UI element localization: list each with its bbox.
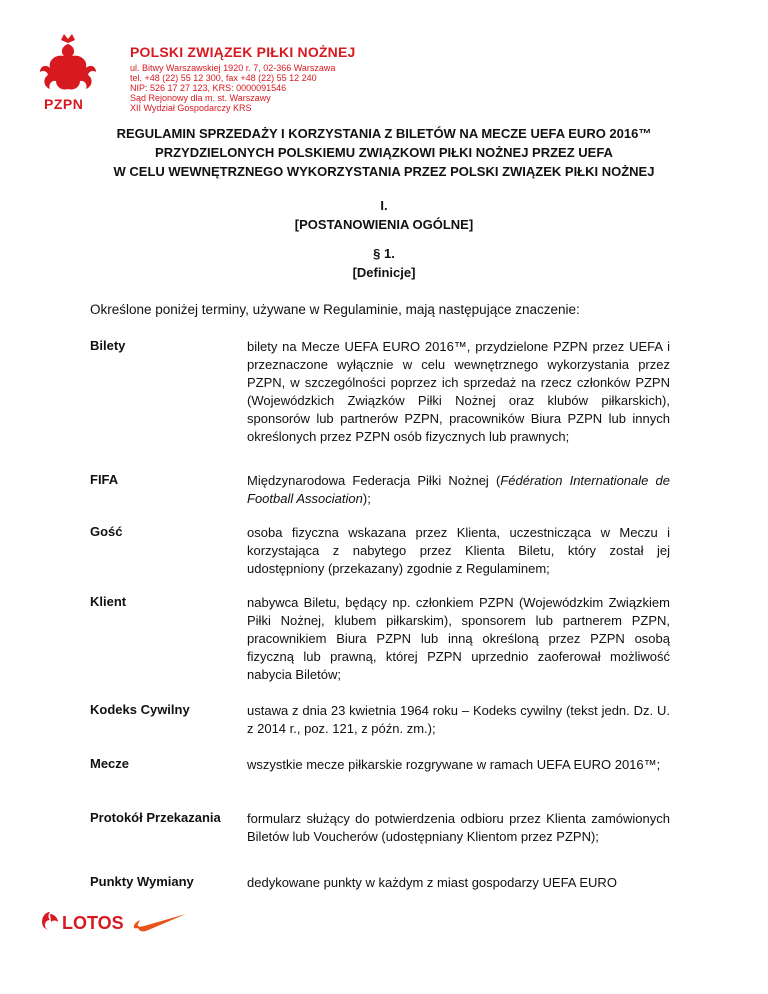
definition-text: osoba fizyczna wskazana przez Klienta, uczestnicząca w Meczu i korzystająca z nabytego przez Klienta Biletu, który został jej udostępniony (przekazany) zgodnie z Regulaminem; [247,525,670,576]
paragraph-number: § 1. [373,246,395,261]
org-name: POLSKI ZWIĄZEK PIŁKI NOŻNEJ [130,44,356,60]
definition-text [247,472,670,508]
address-line: ul. Bitwy Warszawskiej 1920 r. 7, 02-366 Warszawa [130,63,336,73]
phone-line: tel. +48 (22) 55 12 300, fax +48 (22) 55 12 240 [130,73,317,83]
definition-term: Punkty Wymiany [90,874,194,889]
lotos-logo [42,912,124,933]
chapter-heading [0,196,768,234]
definition-term: Gość [90,524,123,539]
chapter-number: I. [380,198,388,213]
definition-text: nabywca Biletu, będący np. członkiem PZPN (Wojewódzkim Związkiem Piłki Nożnej, klubem piłkarskim), sponsorem lub partnerem PZPN, pracownikiem Biura PZPN lub inną określoną przez PZPN osobą fizyczną lub prawną, której PZPN uprzednio zaoferował możliwość nabycia Biletów; [247,595,670,682]
definition-text-plain: Międzynarodowa Federacja Piłki Nożnej ( [247,473,501,488]
sponsor-logos [38,910,198,934]
nike-swoosh-logo [134,914,186,931]
definition-term: FIFA [90,472,119,487]
org-info [130,44,356,113]
logo-text: PZPN [44,96,84,112]
definition-term: Mecze [90,756,130,771]
definition-term: Kodeks Cywilny [90,702,190,717]
definition-text: dedykowane punkty w każdym z miast gospodarzy UEFA EURO [247,875,617,890]
nip-line: NIP: 526 17 27 123, KRS: 0000091546 [130,83,287,93]
svg-text:LOTOS: LOTOS [62,913,124,933]
title-line-1: REGULAMIN SPRZEDAŻY I KORZYSTANIA Z BILETÓW NA MECZE UEFA EURO 2016™ [116,126,652,141]
definition-text: bilety na Mecze UEFA EURO 2016™, przydzielone PZPN przez UEFA i przeznaczone wyłącznie w celu wewnętrznego wykorzystania przez PZPN, w szczególności poprzez ich sprzedaż na rzecz członków PZPN (Wojewódzkich Związków Piłki Nożnej oraz klubów piłkarskich), sponsorów lub partnerów PZPN, pracowników Biura PZPN lub innych określonych przez PZPN osób fizycznych lub prawnych; [247,339,670,444]
definition-text: ustawa z dnia 23 kwietnia 1964 roku – Kodeks cywilny (tekst jedn. Dz. U. z 2014 r., poz. 121, z późn. zm.); [247,703,670,736]
definition-term: Protokół Przekazania [90,810,221,825]
letterhead [38,30,598,114]
title-line-2: PRZYDZIELONYCH POLSKIEMU ZWIĄZKOWI PIŁKI NOŻNEJ PRZEZ UEFA [155,145,613,160]
paragraph-name: [Definicje] [352,265,416,280]
document-title [0,124,768,181]
definition-text: wszystkie mecze piłkarskie rozgrywane w ramach UEFA EURO 2016™; [247,757,661,772]
title-line-3: W CELU WEWNĘTRZNEGO WYKORZYSTANIA PRZEZ POLSKI ZWIĄZEK PIŁKI NOŻNEJ [113,164,655,179]
definition-text-end: ); [362,491,371,506]
court-line: Sąd Rejonowy dla m. st. Warszawy [130,93,271,103]
definition-term: Bilety [90,338,126,353]
intro-text: Określone poniżej terminy, używane w Regulaminie, mają następujące znaczenie: [90,302,580,317]
definition-text: formularz służący do potwierdzenia odbioru przez Klienta zamówionych Biletów lub Voucherów (udostępniany Klientom przez PZPN); [247,811,670,844]
chapter-name: [POSTANOWIENIA OGÓLNE] [294,217,474,232]
footer-sponsors [38,910,198,934]
paragraph-heading [0,244,768,282]
krs-line: XII Wydział Gospodarczy KRS [130,103,252,113]
definition-term: Klient [90,594,127,609]
definition-text-italic: Fédération Internationale de Football Association [247,473,670,506]
